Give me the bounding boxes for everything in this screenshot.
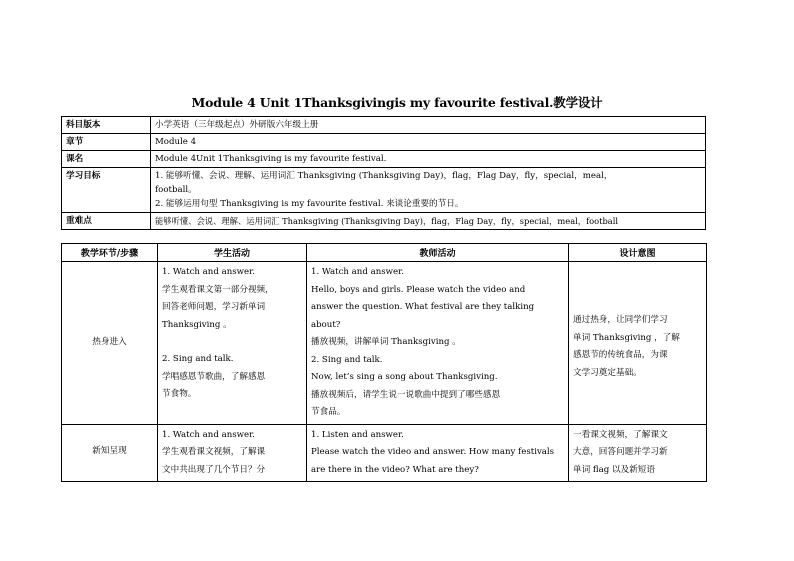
header-student: 学生活动	[158, 244, 307, 262]
info-key: 课名	[62, 151, 151, 168]
info-key: 重难点	[62, 213, 151, 230]
info-value: 能够听懂、会说、理解、运用词汇 Thanksgiving (Thanksgiving Day)，flag，Flag Day，fly，special，meal，football	[151, 213, 706, 230]
text-line: Now, let’s sing a song about Thanksgiving.	[311, 372, 498, 382]
text-line: 通过热身，让同学们学习	[573, 315, 668, 325]
info-row-chapter	[62, 134, 706, 151]
design-intent-cell	[569, 262, 707, 425]
text-line: 2. Sing and talk.	[162, 354, 234, 364]
text-line: Hello, boys and girls. Please watch the video and	[311, 284, 526, 295]
info-row-subject	[62, 117, 706, 134]
text-line: 1. Listen and answer.	[311, 429, 404, 440]
plan-row-warmup	[62, 262, 707, 425]
text-line: Thanksgiving 。	[162, 319, 232, 330]
text-line: 2. Sing and talk.	[311, 354, 383, 365]
text-line: 学生观看课文视频，了解课	[162, 447, 266, 457]
text-line: 感恩节的传统食品，为课	[573, 350, 668, 360]
info-key: 科目版本	[62, 117, 151, 134]
text-line: Please watch the video and answer. How many festivals	[311, 447, 555, 457]
design-intent-cell	[569, 424, 707, 482]
text-line: 单词 flag 以及新短语	[573, 464, 655, 475]
objective-line: 2. 能够运用句型 Thanksgiving is my favourite festival. 来谈论重要的节日。	[155, 199, 464, 209]
header-teacher: 教师活动	[307, 244, 569, 262]
text-line: are there in the video? What are they?	[311, 464, 479, 475]
info-row-lesson	[62, 151, 706, 168]
plan-header-row	[62, 244, 707, 262]
text-line: 节食物。	[162, 389, 197, 399]
info-value: Module 4	[151, 134, 706, 151]
info-value: 小学英语（三年级起点）外研版六年级上册	[151, 117, 706, 134]
text-line: 节食品。	[311, 407, 346, 417]
stage-cell: 热身进入	[62, 262, 158, 425]
text-line: 播放视频，讲解单词 Thanksgiving 。	[311, 337, 461, 347]
student-activity-cell	[158, 424, 307, 482]
document-title: Module 4 Unit 1Thanksgivingis my favourite festival.教学设计	[191, 95, 603, 110]
spacer	[162, 334, 302, 351]
text-line: 播放视频后，请学生说一说歌曲中提到了哪些感恩	[311, 389, 501, 400]
text-line: 学唱感恩节歌曲，了解感恩	[162, 371, 266, 382]
text-line: answer the question. What festival are they talking	[311, 302, 535, 312]
text-line: 一看课文视频，了解课文	[573, 429, 668, 440]
text-line: 大意，回答问题并学习新	[573, 447, 668, 457]
teaching-plan-table	[61, 243, 707, 482]
text-line: 单词 Thanksgiving ，了解	[573, 332, 680, 343]
text-line: about?	[311, 319, 341, 330]
header-stage: 教学环节/步骤	[62, 244, 158, 262]
teacher-activity-cell	[307, 262, 569, 425]
text-line: 回答老师问题，学习新单词	[162, 302, 266, 312]
info-key: 章节	[62, 134, 151, 151]
info-row-objectives	[62, 168, 706, 213]
text-line: 文中共出现了几个节日？分	[162, 464, 266, 475]
text-line: 文学习奠定基础。	[573, 367, 642, 378]
info-row-key-points	[62, 213, 706, 230]
plan-row-presentation	[62, 424, 707, 482]
text-line: 学生观看课文第一部分视频，	[162, 284, 274, 295]
info-value	[151, 168, 706, 213]
objective-line: 1. 能够听懂、会说、理解、运用词汇 Thanksgiving (Thanksgiving Day)，flag，Flag Day，fly，special，meal，	[155, 171, 613, 181]
text-line: 1. Watch and answer.	[162, 267, 255, 277]
text-line: 1. Watch and answer.	[162, 429, 255, 440]
course-info-table	[61, 116, 706, 230]
teacher-activity-cell	[307, 424, 569, 482]
stage-cell: 新知呈现	[62, 424, 158, 482]
objective-line: football。	[155, 185, 197, 195]
text-line: 1. Watch and answer.	[311, 267, 404, 277]
info-key: 学习目标	[62, 168, 151, 213]
header-intent: 设计意图	[569, 244, 707, 262]
student-activity-cell	[158, 262, 307, 425]
info-value: Module 4Unit 1Thanksgiving is my favourite festival.	[151, 151, 706, 168]
